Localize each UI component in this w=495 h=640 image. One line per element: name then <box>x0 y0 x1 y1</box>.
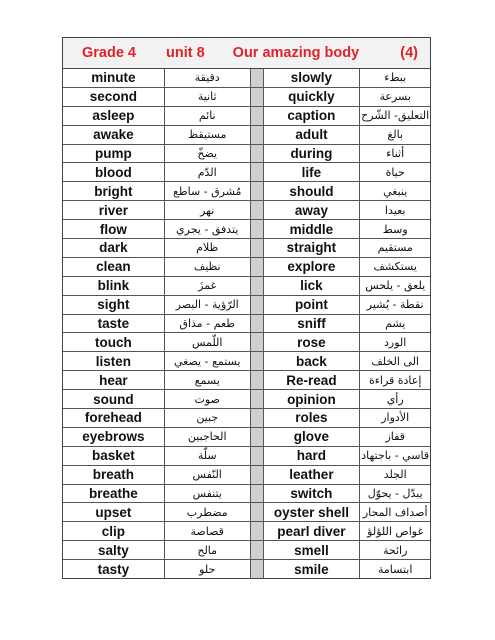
left-english-word: eyebrows <box>63 427 164 446</box>
vocab-row <box>63 106 430 125</box>
left-english-word: touch <box>63 333 164 352</box>
left-arabic-translation: صوت <box>164 390 250 409</box>
left-arabic-translation: الدّم <box>164 163 250 182</box>
vocab-row <box>63 446 430 465</box>
right-english-word: smell <box>263 541 360 560</box>
right-english-word: smile <box>263 560 360 578</box>
left-arabic-translation: الرّؤية - البصر <box>164 295 250 314</box>
right-arabic-translation: الجلد <box>360 465 430 484</box>
right-arabic-translation: حياة <box>360 163 430 182</box>
right-arabic-translation: ببطء <box>360 69 430 87</box>
right-english-word: point <box>263 295 360 314</box>
left-arabic-translation: جبين <box>164 409 250 428</box>
left-english-word: hear <box>63 371 164 390</box>
right-english-word: quickly <box>263 87 360 106</box>
vocab-row <box>63 560 430 578</box>
column-separator <box>250 541 263 560</box>
left-english-word: breathe <box>63 484 164 503</box>
vocab-row <box>63 503 430 522</box>
left-english-word: clip <box>63 522 164 541</box>
right-arabic-translation: أثناء <box>360 144 430 163</box>
column-separator <box>250 484 263 503</box>
column-separator <box>250 465 263 484</box>
column-separator <box>250 106 263 125</box>
sheet-header <box>63 38 430 69</box>
left-arabic-translation: طعم - مذاق <box>164 314 250 333</box>
right-english-word: glove <box>263 427 360 446</box>
vocab-row <box>63 163 430 182</box>
column-separator <box>250 239 263 258</box>
vocab-row <box>63 69 430 87</box>
vocab-row <box>63 295 430 314</box>
right-arabic-translation: غواص اللؤلؤ <box>360 522 430 541</box>
column-separator <box>250 87 263 106</box>
right-arabic-translation: بسرعة <box>360 87 430 106</box>
left-arabic-translation: النّفس <box>164 465 250 484</box>
vocab-row <box>63 541 430 560</box>
left-arabic-translation: يتنفس <box>164 484 250 503</box>
vocabulary-table <box>63 69 430 578</box>
left-arabic-translation: قصاصة <box>164 522 250 541</box>
column-separator <box>250 522 263 541</box>
column-separator <box>250 352 263 371</box>
left-arabic-translation: دقيقة <box>164 69 250 87</box>
right-english-word: should <box>263 182 360 201</box>
right-arabic-translation: بعيدا <box>360 201 430 220</box>
left-arabic-translation: مستيقظ <box>164 125 250 144</box>
left-english-word: upset <box>63 503 164 522</box>
vocab-row <box>63 390 430 409</box>
left-english-word: basket <box>63 446 164 465</box>
right-arabic-translation: التعليق- الشّرح <box>360 106 430 125</box>
right-arabic-translation: قفاز <box>360 427 430 446</box>
right-english-word: roles <box>263 409 360 428</box>
vocab-row <box>63 144 430 163</box>
right-arabic-translation: أصداف المحار <box>360 503 430 522</box>
right-english-word: back <box>263 352 360 371</box>
right-english-word: hard <box>263 446 360 465</box>
vocab-row <box>63 427 430 446</box>
right-arabic-translation: يلعق - يلحس <box>360 276 430 295</box>
right-arabic-translation: يبدّل - يحوّل <box>360 484 430 503</box>
vocab-row <box>63 220 430 239</box>
left-english-word: pump <box>63 144 164 163</box>
left-arabic-translation: مُشرق - ساطع <box>164 182 250 201</box>
left-english-word: dark <box>63 239 164 258</box>
right-arabic-translation: يستكشف <box>360 257 430 276</box>
vocab-row <box>63 201 430 220</box>
vocab-row <box>63 371 430 390</box>
right-arabic-translation: بالغ <box>360 125 430 144</box>
vocab-row <box>63 314 430 333</box>
column-separator <box>250 446 263 465</box>
column-separator <box>250 371 263 390</box>
column-separator <box>250 182 263 201</box>
column-separator <box>250 409 263 428</box>
right-english-word: oyster shell <box>263 503 360 522</box>
right-arabic-translation: مستقيم <box>360 239 430 258</box>
column-separator <box>250 69 263 87</box>
right-arabic-translation: يشم <box>360 314 430 333</box>
vocab-row <box>63 125 430 144</box>
right-arabic-translation: ينبغي <box>360 182 430 201</box>
grade-label: Grade 4 <box>82 45 136 61</box>
left-arabic-translation: ظلام <box>164 239 250 258</box>
vocab-row <box>63 276 430 295</box>
left-english-word: river <box>63 201 164 220</box>
column-separator <box>250 257 263 276</box>
left-arabic-translation: اللّمس <box>164 333 250 352</box>
left-english-word: tasty <box>63 560 164 578</box>
right-english-word: opinion <box>263 390 360 409</box>
column-separator <box>250 314 263 333</box>
left-english-word: awake <box>63 125 164 144</box>
left-arabic-translation: الحاجبين <box>164 427 250 446</box>
left-arabic-translation: سلّة <box>164 446 250 465</box>
left-english-word: bright <box>63 182 164 201</box>
vocab-row <box>63 409 430 428</box>
left-english-word: blink <box>63 276 164 295</box>
right-english-word: adult <box>263 125 360 144</box>
left-arabic-translation: يتدفق - يجري <box>164 220 250 239</box>
column-separator <box>250 333 263 352</box>
right-english-word: straight <box>263 239 360 258</box>
right-english-word: caption <box>263 106 360 125</box>
column-separator <box>250 276 263 295</box>
vocab-row <box>63 484 430 503</box>
vocab-row <box>63 333 430 352</box>
right-english-word: switch <box>263 484 360 503</box>
left-arabic-translation: ثانية <box>164 87 250 106</box>
left-arabic-translation: نائم <box>164 106 250 125</box>
page-number: (4) <box>400 45 418 61</box>
column-separator <box>250 201 263 220</box>
column-separator <box>250 390 263 409</box>
left-arabic-translation: يسمع <box>164 371 250 390</box>
left-english-word: minute <box>63 69 164 87</box>
right-arabic-translation: ابتسامة <box>360 560 430 578</box>
column-separator <box>250 560 263 578</box>
right-english-word: Re-read <box>263 371 360 390</box>
right-english-word: lick <box>263 276 360 295</box>
column-separator <box>250 144 263 163</box>
right-arabic-translation: وسط <box>360 220 430 239</box>
column-separator <box>250 427 263 446</box>
right-arabic-translation: الورد <box>360 333 430 352</box>
right-arabic-translation: قاسي - باجتهاد <box>360 446 430 465</box>
left-english-word: taste <box>63 314 164 333</box>
left-english-word: second <box>63 87 164 106</box>
right-english-word: leather <box>263 465 360 484</box>
unit-label: unit 8 <box>166 45 205 61</box>
left-english-word: clean <box>63 257 164 276</box>
right-english-word: rose <box>263 333 360 352</box>
right-arabic-translation: الى الخلف <box>360 352 430 371</box>
left-english-word: asleep <box>63 106 164 125</box>
right-arabic-translation: إعادة قراءة <box>360 371 430 390</box>
right-arabic-translation: نقطة - يُشير <box>360 295 430 314</box>
left-english-word: sound <box>63 390 164 409</box>
left-english-word: forehead <box>63 409 164 428</box>
column-separator <box>250 295 263 314</box>
left-arabic-translation: غمزَ <box>164 276 250 295</box>
column-separator <box>250 220 263 239</box>
right-arabic-translation: رأي <box>360 390 430 409</box>
vocab-row <box>63 87 430 106</box>
left-arabic-translation: نهر <box>164 201 250 220</box>
vocab-row <box>63 352 430 371</box>
vocab-row <box>63 182 430 201</box>
right-english-word: away <box>263 201 360 220</box>
left-arabic-translation: مضطرب <box>164 503 250 522</box>
left-arabic-translation: يستمع - يصغي <box>164 352 250 371</box>
vocab-row <box>63 465 430 484</box>
vocab-row <box>63 522 430 541</box>
right-english-word: pearl diver <box>263 522 360 541</box>
column-separator <box>250 163 263 182</box>
left-arabic-translation: حلو <box>164 560 250 578</box>
column-separator <box>250 125 263 144</box>
left-english-word: listen <box>63 352 164 371</box>
vocab-row <box>63 257 430 276</box>
left-english-word: breath <box>63 465 164 484</box>
right-arabic-translation: الأدوار <box>360 409 430 428</box>
right-english-word: explore <box>263 257 360 276</box>
column-separator <box>250 503 263 522</box>
unit-title: Our amazing body <box>232 45 360 61</box>
vocab-row <box>63 239 430 258</box>
right-english-word: sniff <box>263 314 360 333</box>
right-arabic-translation: رائحة <box>360 541 430 560</box>
left-english-word: sight <box>63 295 164 314</box>
left-english-word: flow <box>63 220 164 239</box>
left-english-word: salty <box>63 541 164 560</box>
left-english-word: blood <box>63 163 164 182</box>
right-english-word: middle <box>263 220 360 239</box>
left-arabic-translation: يضخّ <box>164 144 250 163</box>
left-arabic-translation: نظيف <box>164 257 250 276</box>
left-arabic-translation: مالح <box>164 541 250 560</box>
right-english-word: slowly <box>263 69 360 87</box>
right-english-word: during <box>263 144 360 163</box>
vocabulary-sheet <box>62 37 431 579</box>
right-english-word: life <box>263 163 360 182</box>
